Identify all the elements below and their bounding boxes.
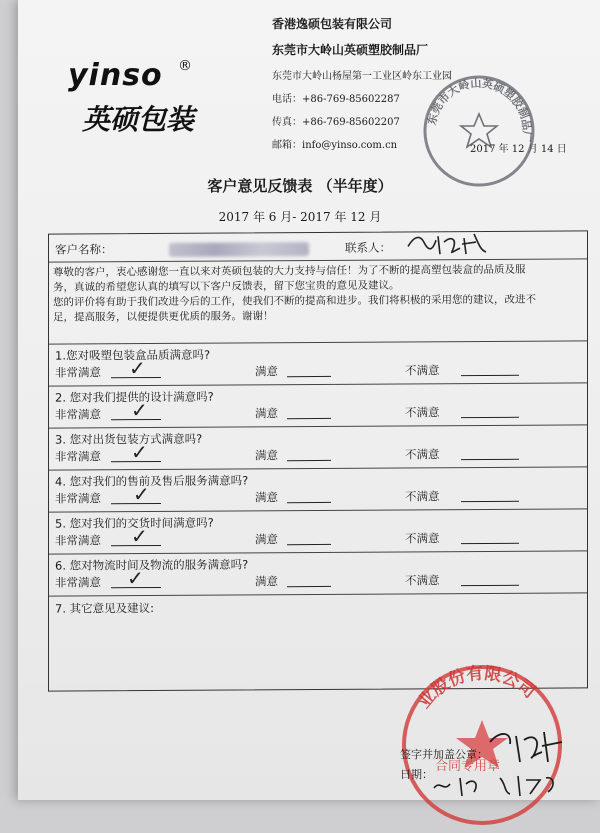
option-not-satisfied[interactable]: 不满意 — [405, 363, 440, 378]
question-row — [49, 509, 587, 554]
option-satisfied[interactable]: 满意 — [255, 574, 278, 589]
option-very-satisfied[interactable]: 非常满意 — [55, 365, 101, 380]
answer-blank[interactable] — [287, 460, 331, 461]
customer-name-label: 客户名称： — [55, 242, 113, 257]
answer-blank[interactable] — [461, 459, 519, 460]
option-very-satisfied[interactable]: 非常满意 — [55, 533, 101, 548]
question-row — [49, 467, 587, 512]
check-mark-icon: ✓ — [133, 482, 150, 507]
company-phone: 电话：+86-769-85602287 — [272, 94, 400, 105]
option-not-satisfied[interactable]: 不满意 — [405, 489, 440, 504]
date-label: 日期： — [400, 768, 433, 781]
answer-blank[interactable] — [461, 543, 519, 544]
question-text: 2. 您对我们提供的设计满意吗? — [55, 389, 214, 405]
contact-label: 联系人： — [345, 240, 391, 255]
question-text: 3. 您对出货包装方式满意吗? — [55, 431, 203, 447]
option-satisfied[interactable]: 满意 — [255, 532, 278, 547]
feedback-table — [48, 230, 588, 691]
company-address: 东莞市大岭山杨屋第一工业区岭东工业园 — [272, 71, 452, 82]
intro-row — [49, 259, 587, 344]
option-very-satisfied[interactable]: 非常满意 — [55, 491, 101, 506]
company-name-factory: 东莞市大岭山英硕塑胶制品厂 — [272, 43, 429, 57]
option-not-satisfied[interactable]: 不满意 — [405, 531, 440, 546]
question-row — [49, 551, 587, 596]
question-text: 1.您对吸塑包装盒品质满意吗? — [55, 347, 211, 363]
company-fax: 传真：+86-769-85602207 — [272, 117, 400, 128]
question-text: 6. 您对物流时间及物流的服务满意吗? — [55, 557, 249, 573]
intro-line: 您的评价将有助于我们改进今后的工作，使我们不断的提高和进步。我们将积极的采用您的建议，改进不 — [53, 293, 536, 309]
company-seal-gray — [420, 72, 538, 190]
survey-period: 2017 年 6 月- 2017 年 12 月 — [218, 210, 382, 224]
option-satisfied[interactable]: 满意 — [255, 448, 278, 463]
answer-blank[interactable] — [461, 501, 519, 502]
intro-line: 尊敬的客户，衷心感谢您一直以来对英硕包装的大力支持与信任！为了不断的提高塑包装盒的品质及服 — [53, 263, 526, 279]
check-mark-icon: ✓ — [131, 440, 148, 465]
other-comments-label: 7. 其它意见及建议: — [55, 601, 155, 616]
customer-name-redacted — [169, 242, 309, 257]
answer-blank[interactable] — [287, 418, 331, 419]
option-not-satisfied[interactable]: 不满意 — [405, 447, 440, 462]
answer-blank[interactable] — [287, 502, 331, 503]
handwritten-signature — [470, 722, 570, 772]
intro-text — [53, 262, 581, 325]
answer-blank[interactable] — [287, 586, 331, 587]
option-very-satisfied[interactable]: 非常满意 — [55, 449, 101, 464]
option-satisfied[interactable]: 满意 — [255, 406, 278, 421]
handwritten-date — [430, 770, 570, 800]
question-text: 5. 您对我们的交货时间满意吗? — [55, 515, 214, 531]
intro-line: 足，提高服务，以便提供更优质的服务。谢谢！ — [53, 310, 274, 324]
seal-gray-text: 东莞市大岭山英硕塑胶制品厂 — [425, 76, 534, 143]
answer-blank[interactable] — [287, 544, 331, 545]
contact-signature — [404, 228, 494, 261]
yinso-logo-chinese: 英硕包装 — [82, 103, 195, 136]
company-email: 邮箱：info@yinso.com.cn — [272, 140, 398, 151]
registered-mark: ® — [178, 58, 192, 74]
customer-row — [49, 231, 587, 262]
svg-text:业股份有限公司 — [414, 663, 539, 713]
answer-blank[interactable] — [287, 376, 331, 377]
option-very-satisfied[interactable]: 非常满意 — [55, 575, 101, 590]
yinso-logo-wordmark: yinso — [68, 58, 163, 93]
option-not-satisfied[interactable]: 不满意 — [405, 573, 440, 588]
intro-line: 务，真诚的希望您认真的填写以下客户反馈表，留下您宝贵的意见及建议。 — [53, 279, 400, 294]
answer-blank[interactable] — [461, 417, 519, 418]
question-row — [49, 383, 587, 428]
signature-label: 签字并加盖公章： — [400, 748, 488, 761]
answer-blank[interactable] — [461, 375, 519, 376]
seal-red-text: 业股份有限公司 — [414, 663, 540, 713]
answer-blank[interactable] — [461, 585, 519, 586]
option-very-satisfied[interactable]: 非常满意 — [55, 407, 101, 422]
question-text: 4. 您对我们的售前及售后服务满意吗? — [55, 473, 249, 489]
form-title: 客户意见反馈表 （半年度） — [207, 177, 393, 195]
seal-red-bottom: 合同专用章 — [435, 759, 501, 774]
svg-text:东莞市大岭山英硕塑胶制品厂 — [424, 76, 534, 143]
option-not-satisfied[interactable]: 不满意 — [405, 405, 440, 420]
option-satisfied[interactable]: 满意 — [255, 364, 278, 379]
company-name-hk: 香港逸硕包装有限公司 — [272, 17, 393, 31]
check-mark-icon: ✓ — [131, 524, 148, 549]
check-mark-icon: ✓ — [131, 398, 148, 423]
question-row — [49, 341, 587, 386]
check-mark-icon: ✓ — [127, 566, 144, 591]
option-satisfied[interactable]: 满意 — [255, 490, 278, 505]
question-row — [49, 425, 587, 470]
issue-date: 2017 年 12 月 14 日 — [470, 144, 567, 155]
check-mark-icon: ✓ — [129, 356, 146, 381]
